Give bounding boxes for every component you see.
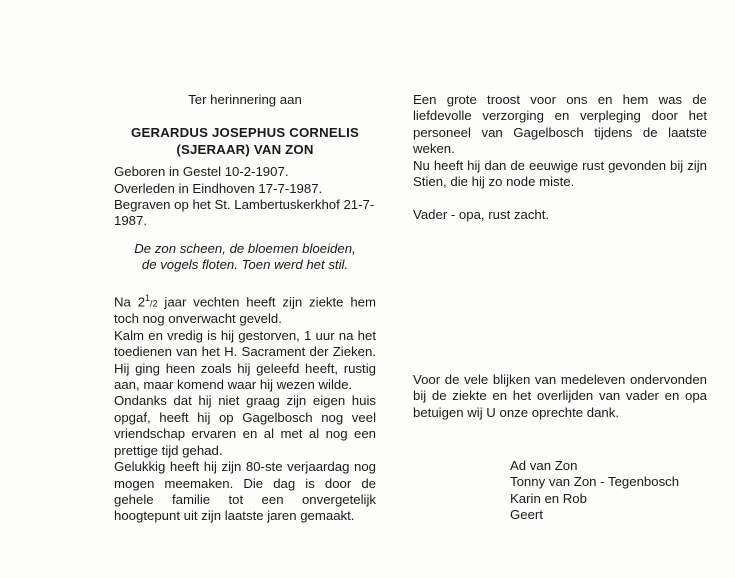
thanks-text: Voor de vele blijken van medeleven ondervonden bij de ziekte en het overlijden van vader en opa betuigen wij U onze oprechte dank.: [413, 371, 707, 420]
farewell-text: Vader - opa, rust zacht.: [413, 207, 550, 223]
deceased-name-line1: GERARDUS JOSEPHUS CORNELIS: [131, 125, 359, 141]
paragraph-1-prefix: Na 2: [114, 294, 146, 310]
paragraph-1-rest: jaar vechten heeft zijn ziekte hem toch nog onverwacht geveld.: [114, 294, 376, 327]
signature-1: Ad van Zon: [510, 458, 578, 473]
right-paragraph-1: Een grote troost voor ons en hem was de liefdevolle verzorging en verpleging door het personeel van Gagelbosch tijdens de laatste weken.: [413, 92, 707, 157]
signature-3: Karin en Rob: [510, 490, 587, 506]
right-column: [413, 92, 707, 421]
paragraph-3: Ondanks dat hij niet graag zijn eigen huis opgaf, heeft hij op Gagelbosch nog veel vriendschap ervaren en al met al nog een prettige tijd gehad.: [114, 393, 376, 458]
poem-line1: De zon scheen, de bloemen bloeiden,: [134, 240, 356, 256]
right-paragraph-2: Nu heeft hij dan de eeuwige rust gevonden bij zijn Stien, die hij zo node miste.: [413, 157, 707, 190]
paragraph-2: Kalm en vredig is hij gestorven, 1 uur na het toedienen van het H. Sacrament der Zieken. Hij ging heen zoals hij geleefd heeft, rustig aan, maar komend waar hij wezen wilde.: [114, 327, 376, 393]
burial-info-line1: Begraven op het St. Lambertuskerkhof 21-7-: [114, 197, 375, 213]
deceased-name-line2: (SJERAAR) VAN ZON: [176, 141, 314, 157]
signature-2: Tonny van Zon - Tegenbosch: [510, 474, 680, 490]
paragraph-1: Na $2^1/2$ jaar vechten heeft zijn ziekte hem toch nog onverwacht geveld.: [114, 292, 376, 327]
intro-text: Ter herinnering aan: [188, 92, 302, 107]
signature-4: Geert: [510, 507, 543, 523]
left-column: [114, 92, 376, 525]
birth-info: Geboren in Gestel 10-2-1907.: [114, 164, 289, 180]
paragraph-4: Gelukkig heeft hij zijn 80-ste verjaardag nog mogen meemaken. Die dag is door de gehele familie tot een onvergetelijk hoogtepunt uit zijn laatste jaren gemaakt.: [114, 459, 376, 524]
fraction-numerator: 1: [145, 292, 151, 303]
fraction-denominator: 2: [152, 298, 158, 309]
burial-info-line2: 1987.: [114, 213, 148, 229]
signatures-block: [510, 458, 679, 524]
poem-line2: de vogels floten. Toen werd het stil.: [141, 257, 349, 273]
death-info: Overleden in Eindhoven 17-7-1987.: [114, 180, 323, 196]
